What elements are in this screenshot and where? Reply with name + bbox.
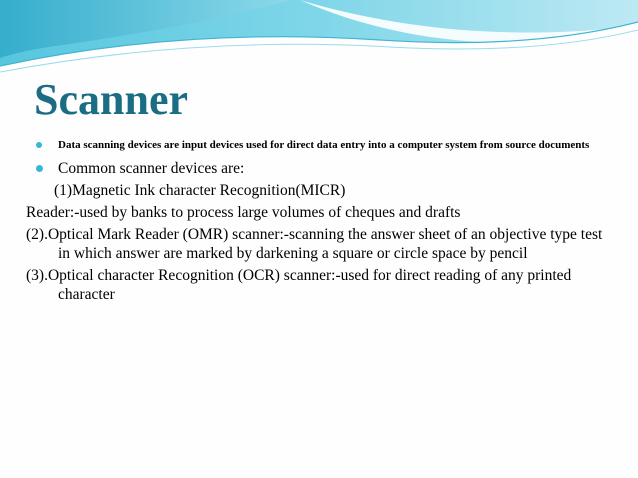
bullet-text: Common scanner devices are: — [58, 160, 245, 177]
micr-line: (1)Magnetic Ink character Recognition(MICR) — [54, 182, 346, 199]
bullet-item — [26, 138, 616, 153]
bullet-text: Data scanning devices are input devices used for direct data entry into a computer system from source documents — [58, 139, 590, 151]
bullet-item — [26, 159, 616, 178]
bullet-dot-icon — [36, 165, 43, 172]
bullet-dot-icon — [36, 142, 42, 148]
slide-content — [26, 138, 616, 307]
omr-line: (2).Optical Mark Reader (OMR) scanner:-scanning the answer sheet of an objective type test in which answer are marked by darkening a square or circle space by pencil — [26, 226, 603, 262]
wave-header-decoration — [0, 0, 638, 80]
reader-line: Reader:-used by banks to process large volumes of cheques and drafts — [26, 204, 461, 221]
slide-title: Scanner — [34, 75, 188, 124]
ocr-line: (3).Optical character Recognition (OCR) scanner:-used for direct reading of any printed character — [26, 267, 572, 303]
